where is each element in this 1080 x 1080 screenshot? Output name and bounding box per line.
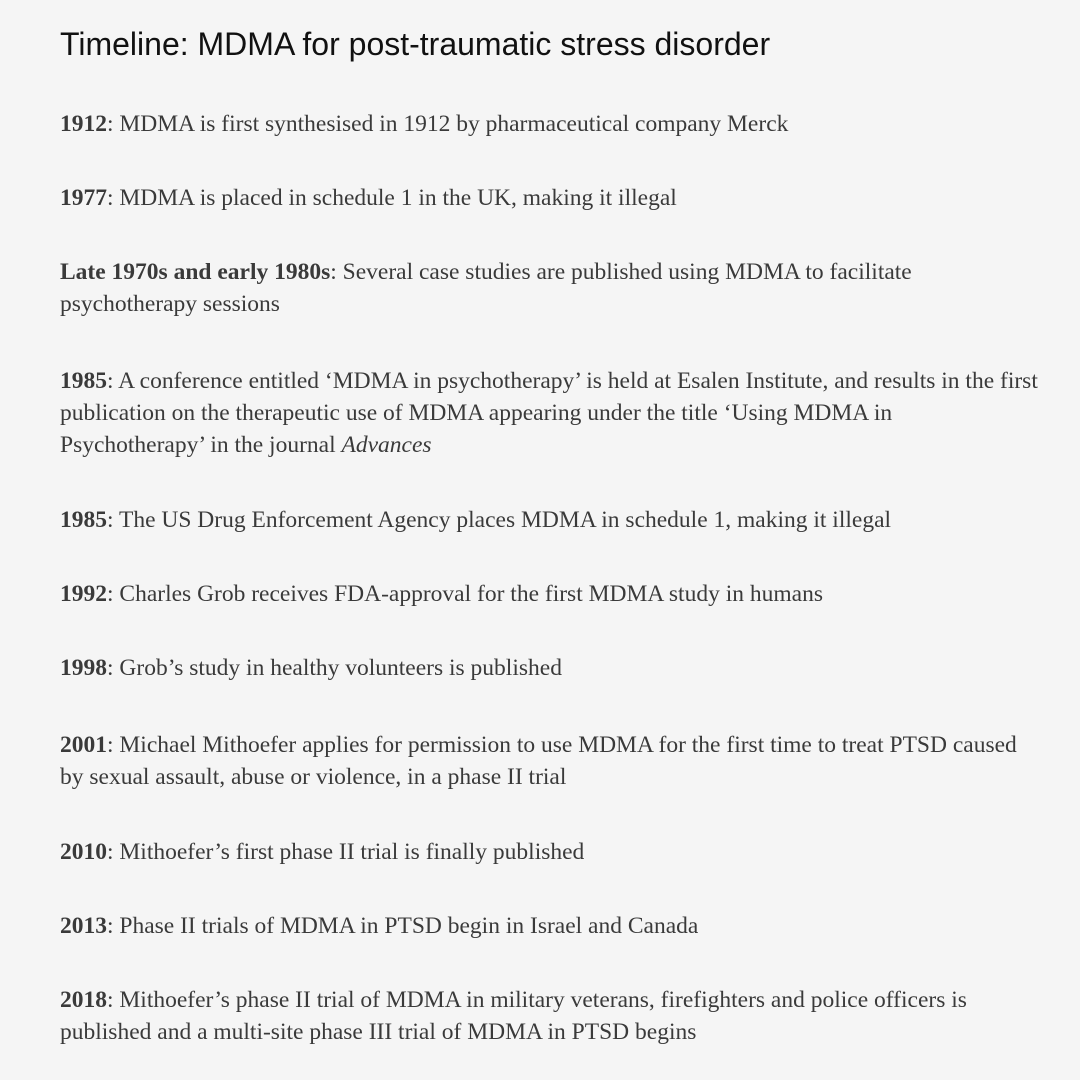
timeline-entry — [60, 182, 1040, 214]
entry-date: 2013 — [60, 913, 107, 939]
timeline-entry — [60, 729, 1040, 793]
page-title: Timeline: MDMA for post-traumatic stress disorder — [60, 26, 771, 62]
entry-text: : MDMA is first synthesised in 1912 by pharmaceutical company Merck — [107, 111, 789, 137]
entry-text: : Grob’s study in healthy volunteers is published — [107, 655, 562, 681]
entry-date: Late 1970s and early 1980s — [60, 259, 331, 285]
timeline-entry — [60, 578, 1040, 610]
entry-text: : Mithoefer’s phase II trial of MDMA in military veterans, firefighters and police officers is published and a multi-site phase III trial of MDMA in PTSD begins — [60, 987, 967, 1045]
journal-title: Advances — [341, 432, 432, 458]
entry-text: : A conference entitled ‘MDMA in psychotherapy’ is held at Esalen Institute, and results in the first publication on the therapeutic use of MDMA appearing under the title ‘Using MDMA in Psychotherapy’ in the journal — [60, 368, 1038, 458]
timeline-entry — [60, 108, 1040, 140]
entry-date: 1912 — [60, 111, 107, 137]
entry-text: : Mithoefer’s first phase II trial is finally published — [107, 839, 585, 865]
entry-date: 1985 — [60, 368, 107, 394]
timeline-entry — [60, 504, 1040, 536]
timeline-entry — [60, 256, 1040, 320]
entry-date: 1985 — [60, 507, 107, 533]
entry-date: 1992 — [60, 581, 107, 607]
entry-text: : Several case studies are published using MDMA to facilitate psychotherapy sessions — [60, 259, 912, 317]
entry-date: 2010 — [60, 839, 107, 865]
entry-date: 2018 — [60, 987, 107, 1013]
entry-date: 2001 — [60, 732, 107, 758]
entry-date: 1977 — [60, 185, 107, 211]
timeline-entry — [60, 910, 1040, 942]
timeline-entry — [60, 836, 1040, 868]
entry-date: 1998 — [60, 655, 107, 681]
timeline-entry — [60, 652, 1040, 684]
timeline-entry — [60, 365, 1040, 461]
entry-text: : Michael Mithoefer applies for permission to use MDMA for the first time to treat PTSD caused by sexual assault, abuse or violence, in a phase II trial — [60, 732, 1017, 790]
entry-text: : The US Drug Enforcement Agency places MDMA in schedule 1, making it illegal — [107, 507, 892, 533]
timeline-entry — [60, 984, 1040, 1048]
entry-text: : Charles Grob receives FDA-approval for the first MDMA study in humans — [107, 581, 823, 607]
entry-text: : MDMA is placed in schedule 1 in the UK, making it illegal — [107, 185, 677, 211]
entry-text: : Phase II trials of MDMA in PTSD begin in Israel and Canada — [107, 913, 699, 939]
